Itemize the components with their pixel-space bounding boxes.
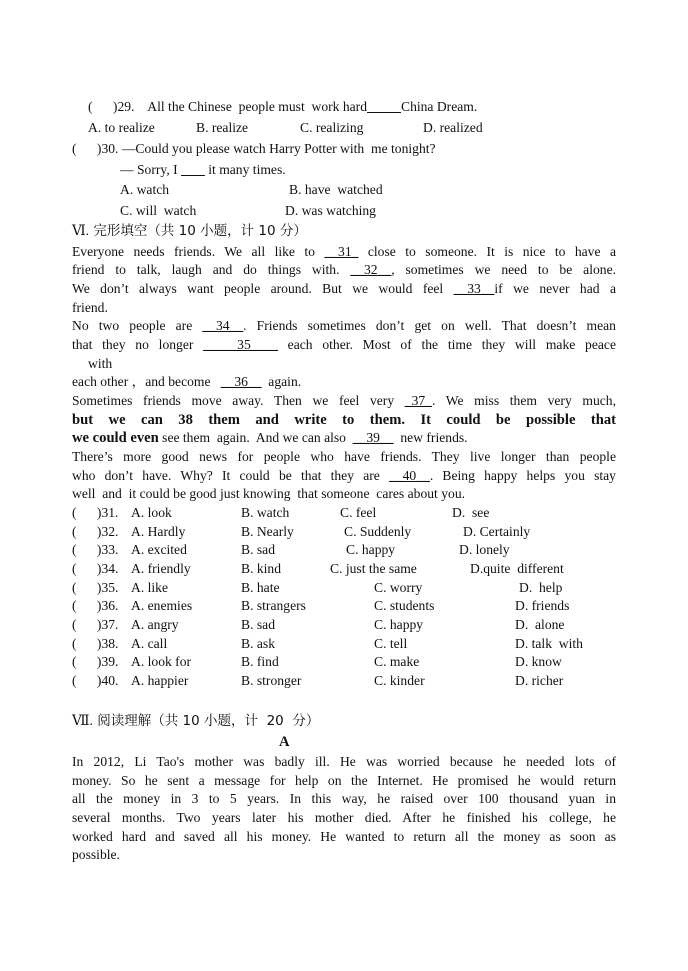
option-b: B. strangers xyxy=(241,598,306,613)
option-b: B. ask xyxy=(241,636,275,651)
section-number: Ⅶ. xyxy=(72,713,93,728)
option-a: A. like xyxy=(131,580,168,595)
option-c: C. tell xyxy=(374,636,408,651)
cloze-line: friend. xyxy=(72,300,108,315)
reply-start: — Sorry, I xyxy=(120,162,182,177)
option-d: D. realized xyxy=(423,120,483,135)
passage-label: A xyxy=(279,734,290,750)
option-a: A. look for xyxy=(131,654,192,669)
option-c: C. feel xyxy=(340,505,377,520)
blank-36: __36__ xyxy=(220,374,262,389)
option-d: D.quite different xyxy=(470,561,564,576)
cloze-line: well and it could be good just knowing that someone cares about you. xyxy=(72,486,466,501)
option-a: A. angry xyxy=(131,617,179,632)
section-title: 完形填空（共 10 小题，计 10 分） xyxy=(89,223,307,239)
option-c: C. just the same xyxy=(330,561,417,576)
choice-number: ( )36. xyxy=(72,598,119,613)
cloze-line-bold: but we can 38 them and write to them. It could be possible that xyxy=(72,412,616,428)
cloze-line: with xyxy=(88,356,113,371)
choice-number: ( )38. xyxy=(72,636,119,651)
option-c: C. students xyxy=(374,598,435,613)
blank-31: __31_ xyxy=(324,244,359,259)
choice-number: ( )31. xyxy=(72,505,119,520)
choice-number: ( )40. xyxy=(72,673,119,688)
cloze-line: who don’t have. Why? It could be that they are __40__. Being happy helps you stay xyxy=(72,468,616,483)
reading-line: all the money in 3 to 5 years. In this way, he raised over 100 thousand yuan in xyxy=(72,791,616,806)
cloze-line: friend to talk, laugh and do things with. __32__, sometimes we need to be alone. xyxy=(72,262,617,277)
option-b: B. have watched xyxy=(289,182,383,197)
question-30-reply xyxy=(120,161,286,179)
option-d: D. help xyxy=(519,580,563,595)
option-d: D. know xyxy=(515,654,562,669)
option-c: C. worry xyxy=(374,580,423,595)
option-a: A. watch xyxy=(120,182,170,197)
option-a: A. look xyxy=(131,505,172,520)
option-a: A. friendly xyxy=(131,561,191,576)
option-d: D. Certainly xyxy=(463,524,531,539)
cloze-line: We don’t always want people around. But we would feel __33__if we never had a xyxy=(72,281,616,296)
option-a: A. Hardly xyxy=(131,524,186,539)
option-d: D. see xyxy=(452,505,490,520)
option-c: C. kinder xyxy=(374,673,425,688)
cloze-line: Sometimes friends move away. Then we feel very _37_. We miss them very much, xyxy=(72,393,616,408)
option-b: B. sad xyxy=(241,617,275,632)
cloze-line: No two people are __34__. Friends sometimes don’t get on well. That doesn’t mean xyxy=(72,318,616,333)
choice-number: ( )35. xyxy=(72,580,119,595)
option-a: A. enemies xyxy=(131,598,193,613)
bold-text: we could even xyxy=(72,430,159,446)
option-b: B. watch xyxy=(241,505,290,520)
question-30-stem: ( )30. —Could you please watch Harry Potter with me tonight? xyxy=(72,141,436,156)
blank-35: _____35____ xyxy=(203,337,278,352)
option-b: B. find xyxy=(241,654,279,669)
question-29 xyxy=(88,98,477,116)
cloze-line: Everyone needs friends. We all like to __31_ close to someone. It is nice to have a xyxy=(72,244,617,259)
choice-number: ( )39. xyxy=(72,654,119,669)
question-29-stem: ( )29. All the Chinese people must work hard xyxy=(88,99,368,114)
blank-39: __39__ xyxy=(352,430,394,445)
option-b: B. stronger xyxy=(241,673,302,688)
reply-end: it many times. xyxy=(204,162,286,177)
option-c: C. realizing xyxy=(300,120,364,135)
option-b: B. Nearly xyxy=(241,524,294,539)
option-b: B. kind xyxy=(241,561,282,576)
section-7-heading xyxy=(72,712,319,730)
section-6-heading xyxy=(72,222,307,240)
blank-33: __33__ xyxy=(453,281,495,296)
reading-line: In 2012, Li Tao's mother was badly ill. He was worried because he needed lots of xyxy=(72,754,616,769)
cloze-line: There’s more good news for people who have friends. They live longer than people xyxy=(72,449,616,464)
option-d: D. lonely xyxy=(459,542,510,557)
option-c: C. happy xyxy=(374,617,424,632)
option-d: D. alone xyxy=(515,617,565,632)
option-c: C. Suddenly xyxy=(344,524,412,539)
choice-number: ( )34. xyxy=(72,561,119,576)
option-b: B. sad xyxy=(241,542,275,557)
question-29-stem-end: China Dream. xyxy=(401,99,478,114)
option-d: D. richer xyxy=(515,673,564,688)
option-b: B. hate xyxy=(241,580,280,595)
reading-line: worked hard and saved all his money. He wanted to return all the money as soon as xyxy=(72,829,616,844)
choice-number: ( )37. xyxy=(72,617,119,632)
blank-34: __34__ xyxy=(202,318,244,333)
answer-blank xyxy=(181,162,205,177)
option-a: A. excited xyxy=(131,542,187,557)
option-d: D. was watching xyxy=(285,203,376,218)
blank-32: __32__ xyxy=(350,262,392,277)
section-title: 阅读理解（共 10 小题，计 20 分） xyxy=(92,713,320,729)
option-d: D. talk with xyxy=(515,636,583,651)
blank-40: __40__ xyxy=(389,468,430,483)
option-a: A. happier xyxy=(131,673,189,688)
choice-number: ( )32. xyxy=(72,524,119,539)
cloze-line: that they no longer _____35____ each other. Most of the time they will make peace xyxy=(72,337,616,352)
option-a: A. call xyxy=(131,636,168,651)
reading-line: several months. Two years later his mother died. After he finished his college, he xyxy=(72,810,616,825)
answer-blank xyxy=(367,99,401,114)
reading-line: money. So he sent a message for help on the Internet. He promised he would return xyxy=(72,773,616,788)
option-c: C. will watch xyxy=(120,203,197,218)
reading-line: possible. xyxy=(72,847,120,862)
option-c: C. happy xyxy=(346,542,396,557)
option-b: B. realize xyxy=(196,120,249,135)
blank-37: _37_ xyxy=(404,393,432,408)
option-c: C. make xyxy=(374,654,420,669)
section-number: Ⅵ. xyxy=(72,223,90,238)
option-a: A. to realize xyxy=(88,120,155,135)
cloze-line: we could even see them again. And we can also __39__ new friends. xyxy=(72,430,468,446)
cloze-line: each other ，and become __36__ again. xyxy=(72,374,302,389)
choice-number: ( )33. xyxy=(72,542,119,557)
option-d: D. friends xyxy=(515,598,570,613)
